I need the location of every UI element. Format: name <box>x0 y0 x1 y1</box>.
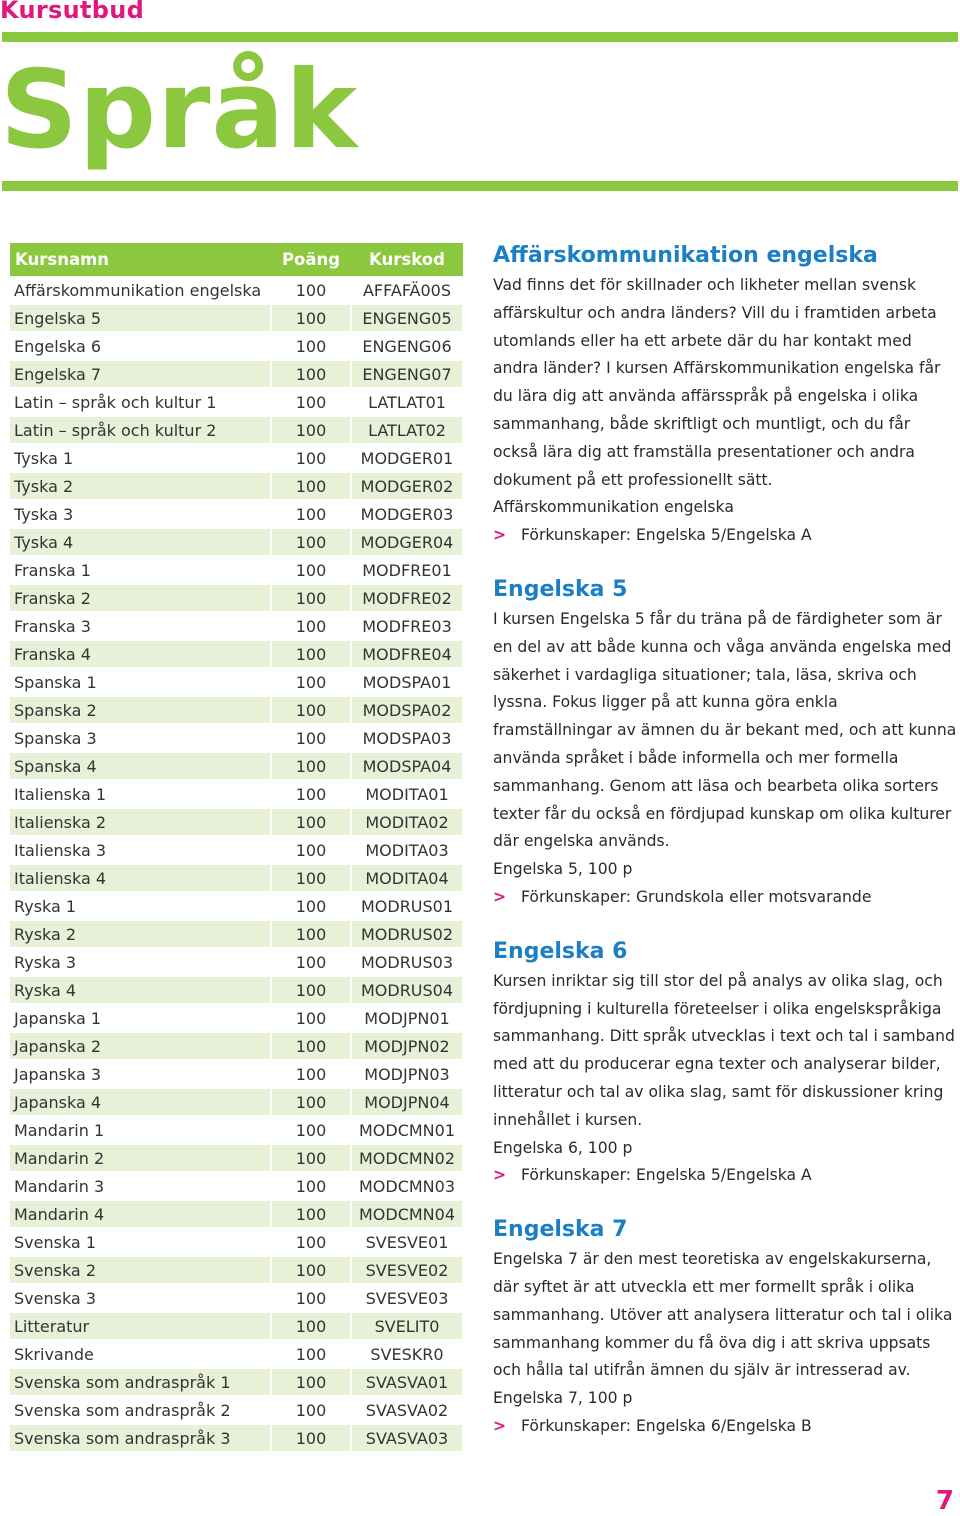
course-name: Franska 2 <box>10 585 270 611</box>
course-name: Latin – språk och kultur 2 <box>10 417 270 443</box>
course-points: 100 <box>272 1425 350 1451</box>
course-points: 100 <box>295 1120 327 1140</box>
course-descriptions <box>493 240 958 1465</box>
table-header <box>10 243 463 276</box>
course-points: 100 <box>295 1400 327 1420</box>
course-points: 100 <box>295 784 327 804</box>
table-row <box>10 948 463 976</box>
course-code: SVESVE03 <box>365 1288 449 1308</box>
section-note: Affärskommunikation engelska <box>493 498 734 517</box>
course-name: Italienska 3 <box>14 840 107 860</box>
prerequisite <box>493 1162 958 1190</box>
course-points: 100 <box>272 977 350 1003</box>
course-code: MODGER04 <box>352 529 462 555</box>
table-row <box>10 332 463 360</box>
course-name: Engelska 6 <box>14 336 102 356</box>
course-points: 100 <box>272 697 350 723</box>
course-name: Spanska 2 <box>10 697 270 723</box>
course-points: 100 <box>272 809 350 835</box>
table-row <box>10 388 463 416</box>
course-points: 100 <box>295 504 327 524</box>
arrow-icon: > <box>493 1166 507 1185</box>
course-code: MODITA03 <box>365 840 449 860</box>
course-name: Engelska 5 <box>10 305 270 331</box>
course-points: 100 <box>295 896 327 916</box>
section-text: Vad finns det för skillnader och likheter mellan svensk affärskultur och andra länders? Vill du i framtiden arbeta utomlands eller ha ett arbete där du har kontakt med andra länder? I kursen Affärskommunikation engelska får du lära dig att använda affärsspråk på engelska i olika sammanhang, både skriftligt och muntligt, och du får också lära dig att framställa presentationer och andra dokument på ett professionellt sätt. <box>493 276 941 489</box>
table-row <box>10 1312 463 1340</box>
prerequisite-text: Förkunskaper: Grundskola eller motsvarande <box>521 887 872 906</box>
table-row <box>10 1396 463 1424</box>
course-points: 100 <box>272 1257 350 1283</box>
course-name: Mandarin 4 <box>10 1201 270 1227</box>
course-points: 100 <box>272 865 350 891</box>
course-points: 100 <box>272 1033 350 1059</box>
course-points: 100 <box>272 305 350 331</box>
course-name: Mandarin 2 <box>10 1145 270 1171</box>
course-name: Franska 3 <box>14 616 91 636</box>
course-name: Japanska 1 <box>14 1008 102 1028</box>
course-name: Japanska 3 <box>14 1064 102 1084</box>
table-row <box>10 780 463 808</box>
course-code: MODGER02 <box>352 473 462 499</box>
course-name: Svenska som andraspråk 2 <box>14 1400 231 1420</box>
course-points: 100 <box>272 1369 350 1395</box>
table-row <box>10 304 463 332</box>
table-row <box>10 472 463 500</box>
course-code: MODRUS04 <box>352 977 462 1003</box>
course-name: Japanska 2 <box>10 1033 270 1059</box>
course-code: MODRUS01 <box>360 896 454 916</box>
table-row <box>10 1200 463 1228</box>
table-row <box>10 1424 463 1452</box>
course-code: MODRUS03 <box>360 952 454 972</box>
course-name: Ryska 1 <box>14 896 77 916</box>
course-code: MODFRE04 <box>352 641 462 667</box>
course-name: Tyska 3 <box>14 504 74 524</box>
course-code: MODJPN02 <box>352 1033 462 1059</box>
course-points: 100 <box>295 560 327 580</box>
course-code: MODJPN03 <box>364 1064 450 1084</box>
course-name: Tyska 4 <box>10 529 270 555</box>
course-points: 100 <box>295 1064 327 1084</box>
course-name: Svenska som andraspråk 1 <box>10 1369 270 1395</box>
course-code: MODRUS02 <box>352 921 462 947</box>
table-row <box>10 444 463 472</box>
course-code: ENGENG07 <box>352 361 462 387</box>
course-name: Franska 4 <box>10 641 270 667</box>
course-points: 100 <box>272 1313 350 1339</box>
course-code: MODITA01 <box>365 784 449 804</box>
course-code: MODCMN02 <box>352 1145 462 1171</box>
course-code: SVESVE01 <box>365 1232 449 1252</box>
course-name: Japanska 4 <box>10 1089 270 1115</box>
table-row <box>10 1060 463 1088</box>
course-points: 100 <box>272 529 350 555</box>
course-points: 100 <box>295 1008 327 1028</box>
header-course-name: Kursnamn <box>15 250 110 269</box>
table-row <box>10 976 463 1004</box>
table-row <box>10 1004 463 1032</box>
section-engelska-6 <box>493 936 958 1190</box>
course-name: Svenska 3 <box>14 1288 96 1308</box>
course-code: LATLAT02 <box>352 417 462 443</box>
course-code: MODJPN04 <box>352 1089 462 1115</box>
course-code: MODITA04 <box>352 865 462 891</box>
table-row <box>10 920 463 948</box>
section-note: Engelska 5, 100 p <box>493 860 633 879</box>
course-code: MODCMN01 <box>358 1120 456 1140</box>
course-code: MODGER01 <box>360 448 454 468</box>
course-table <box>10 243 463 1452</box>
section-affarskommunikation <box>493 240 958 550</box>
course-points: 100 <box>272 585 350 611</box>
table-row <box>10 1144 463 1172</box>
course-name: Svenska som andraspråk 3 <box>10 1425 270 1451</box>
section-engelska-5 <box>493 574 958 912</box>
course-name: Svenska 1 <box>14 1232 96 1252</box>
course-name: Litteratur <box>10 1313 270 1339</box>
table-row <box>10 556 463 584</box>
table-row <box>10 360 463 388</box>
course-name: Ryska 4 <box>10 977 270 1003</box>
table-row <box>10 864 463 892</box>
page-number: 7 <box>935 1486 954 1516</box>
course-code: MODSPA01 <box>362 672 452 692</box>
prerequisite-text: Förkunskaper: Engelska 5/Engelska A <box>521 526 812 545</box>
course-name: Mandarin 3 <box>14 1176 105 1196</box>
course-code: LATLAT01 <box>368 392 446 412</box>
table-row <box>10 892 463 920</box>
arrow-icon: > <box>493 1416 507 1435</box>
course-name: Tyska 2 <box>10 473 270 499</box>
section-title: Engelska 6 <box>493 938 628 964</box>
course-code: MODFRE03 <box>362 616 452 636</box>
table-row <box>10 584 463 612</box>
table-row <box>10 416 463 444</box>
course-points: 100 <box>272 361 350 387</box>
table-row <box>10 1368 463 1396</box>
table-row <box>10 668 463 696</box>
course-code: SVELIT0 <box>352 1313 462 1339</box>
course-code: MODSPA04 <box>352 753 462 779</box>
course-code: SVASVA01 <box>352 1369 462 1395</box>
title-divider <box>2 181 958 191</box>
course-name: Italienska 2 <box>10 809 270 835</box>
course-points: 100 <box>295 1288 327 1308</box>
table-row <box>10 612 463 640</box>
section-text: Engelska 7 är den mest teoretiska av engelskakurserna, där syftet är att utveckla ett mer formellt språk i olika sammanhang. Utöver att analysera litteratur och tal i olika sammanhang kommer du få öva dig i att skriva uppsats och hålla tal utifrån ämnen du själv är intresserad av. <box>493 1250 953 1380</box>
course-name: Ryska 2 <box>10 921 270 947</box>
prerequisite <box>493 884 958 912</box>
course-code: MODITA02 <box>352 809 462 835</box>
table-row <box>10 808 463 836</box>
table-row <box>10 724 463 752</box>
course-name: Engelska 7 <box>10 361 270 387</box>
course-name: Franska 1 <box>14 560 91 580</box>
table-row <box>10 1340 463 1368</box>
course-name: Italienska 1 <box>14 784 107 804</box>
course-name: Spanska 4 <box>10 753 270 779</box>
section-note: Engelska 6, 100 p <box>493 1138 633 1157</box>
course-points: 100 <box>295 448 327 468</box>
section-title: Engelska 7 <box>493 1217 628 1243</box>
course-code: ENGENG06 <box>362 336 452 356</box>
course-code: SVESVE02 <box>352 1257 462 1283</box>
table-row <box>10 276 463 304</box>
course-code: MODFRE01 <box>362 560 452 580</box>
course-code: MODCMN04 <box>352 1201 462 1227</box>
course-points: 100 <box>295 280 327 300</box>
section-engelska-7 <box>493 1214 958 1441</box>
course-code: SVESKR0 <box>370 1344 444 1364</box>
course-name: Spanska 1 <box>14 672 97 692</box>
header-points: Poäng <box>281 250 341 269</box>
course-code: SVASVA02 <box>365 1400 449 1420</box>
prerequisite-text: Förkunskaper: Engelska 5/Engelska A <box>521 1166 812 1185</box>
top-divider <box>2 32 958 42</box>
table-body <box>10 276 463 1452</box>
course-name: Ryska 3 <box>14 952 77 972</box>
course-points: 100 <box>295 616 327 636</box>
header-course-code: Kurskod <box>369 250 445 269</box>
course-points: 100 <box>272 1145 350 1171</box>
table-row <box>10 696 463 724</box>
table-row <box>10 640 463 668</box>
course-points: 100 <box>295 672 327 692</box>
course-points: 100 <box>272 1201 350 1227</box>
course-points: 100 <box>295 840 327 860</box>
section-text: Kursen inriktar sig till stor del på analys av olika slag, och fördjupning i kulturella företeelser i olika engelskspråkiga sammanhang. Ditt språk utvecklas i text och tal i samband med att du producerar egna texter och analyserar bilder, litteratur och tal av olika slag, samt för diskussioner kring innehållet i kursen. <box>493 971 955 1129</box>
course-points: 100 <box>295 336 327 356</box>
table-row <box>10 1172 463 1200</box>
section-note: Engelska 7, 100 p <box>493 1389 633 1408</box>
course-name: Affärskommunikation engelska <box>14 280 262 300</box>
table-row <box>10 1284 463 1312</box>
course-code: MODSPA02 <box>352 697 462 723</box>
page-title: Språk <box>0 48 359 173</box>
section-title: Affärskommunikation engelska <box>493 243 878 268</box>
table-row <box>10 1032 463 1060</box>
course-code: MODJPN01 <box>364 1008 450 1028</box>
course-name: Spanska 3 <box>14 728 97 748</box>
table-row <box>10 500 463 528</box>
course-points: 100 <box>272 753 350 779</box>
course-points: 100 <box>272 921 350 947</box>
page-kicker: Kursutbud <box>0 0 145 24</box>
course-name: Mandarin 1 <box>14 1120 105 1140</box>
course-points: 100 <box>295 952 327 972</box>
course-code: MODSPA03 <box>362 728 452 748</box>
section-title: Engelska 5 <box>493 576 628 602</box>
table-row <box>10 1228 463 1256</box>
course-points: 100 <box>295 1232 327 1252</box>
prerequisite <box>493 522 958 550</box>
table-row <box>10 752 463 780</box>
arrow-icon: > <box>493 526 507 545</box>
course-points: 100 <box>272 641 350 667</box>
table-row <box>10 1256 463 1284</box>
arrow-icon: > <box>493 887 507 906</box>
course-name: Tyska 1 <box>14 448 74 468</box>
table-row <box>10 528 463 556</box>
course-name: Latin – språk och kultur 1 <box>14 392 217 412</box>
course-points: 100 <box>295 1344 327 1364</box>
course-points: 100 <box>272 417 350 443</box>
course-name: Italienska 4 <box>10 865 270 891</box>
course-code: MODGER03 <box>360 504 454 524</box>
course-code: MODCMN03 <box>358 1176 456 1196</box>
section-text: I kursen Engelska 5 får du träna på de färdigheter som är en del av att både kunna och våga använda engelska med säkerhet i vardagliga situationer; tala, läsa, skriva och lyssna. Fokus ligger på att kunna göra enkla framställningar av ämnen du är bekant med, och att kunna använda språket i både informella och mer formella sammanhang. Genom att läsa och bearbeta olika sorters texter får du också en fördjupad kunskap om olika kulturer där engelska används. <box>493 609 957 851</box>
prerequisite <box>493 1413 958 1441</box>
table-row <box>10 1088 463 1116</box>
course-code: MODFRE02 <box>352 585 462 611</box>
course-points: 100 <box>295 392 327 412</box>
course-points: 100 <box>272 1089 350 1115</box>
prerequisite-text: Förkunskaper: Engelska 6/Engelska B <box>521 1416 812 1435</box>
course-code: AFFAFÄ00S <box>362 280 452 300</box>
table-row <box>10 1116 463 1144</box>
course-points: 100 <box>272 473 350 499</box>
course-code: ENGENG05 <box>352 305 462 331</box>
course-points: 100 <box>295 728 327 748</box>
course-points: 100 <box>295 1176 327 1196</box>
course-code: SVASVA03 <box>352 1425 462 1451</box>
course-name: Skrivande <box>14 1344 94 1364</box>
course-name: Svenska 2 <box>10 1257 270 1283</box>
table-row <box>10 836 463 864</box>
